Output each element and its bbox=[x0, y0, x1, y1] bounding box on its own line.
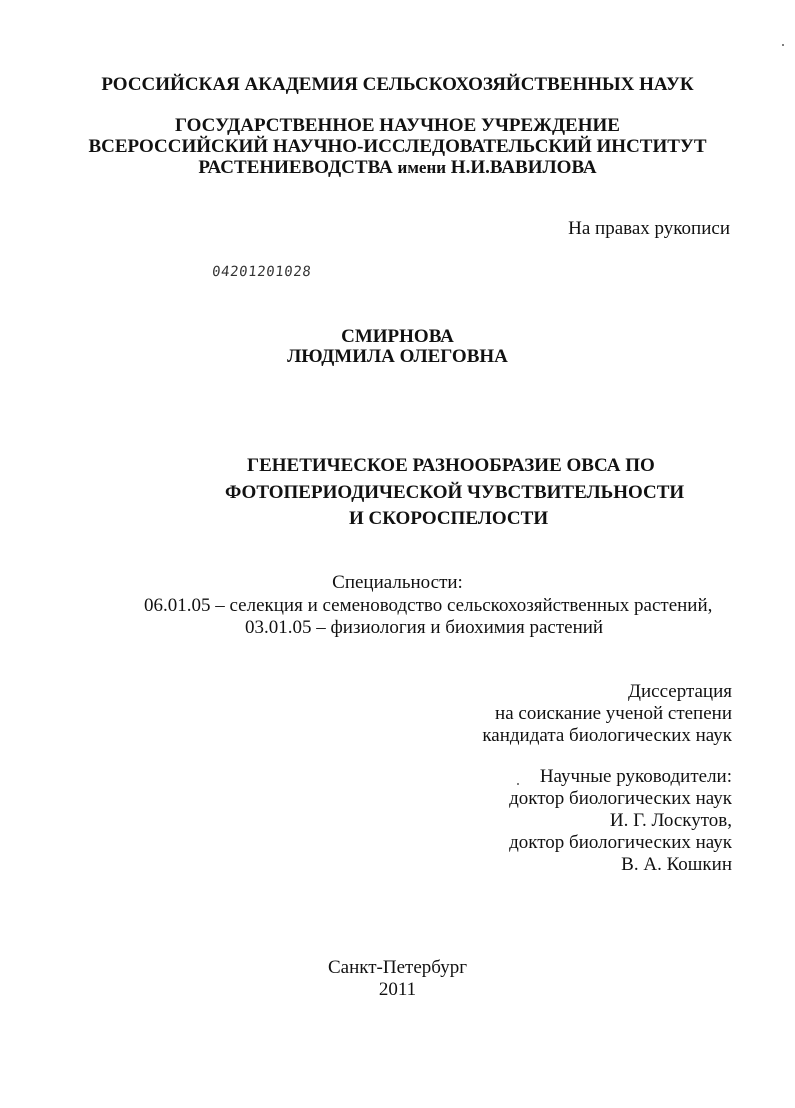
supervisor-degree: доктор биологических наук bbox=[509, 788, 732, 809]
manuscript-note: На правах рукописи bbox=[568, 218, 730, 239]
author-surname: СМИРНОВА bbox=[341, 326, 454, 347]
dissertation-line: на соискание ученой степени bbox=[495, 703, 732, 724]
supervisor-name: В. А. Кошкин bbox=[621, 854, 732, 875]
supervisor-degree: доктор биологических наук bbox=[509, 832, 732, 853]
city: Санкт-Петербург bbox=[327, 957, 467, 978]
thesis-title-line-3: И СКОРОСПЕЛОСТИ bbox=[349, 508, 549, 529]
academy-name: РОССИЙСКАЯ АКАДЕМИЯ СЕЛЬСКОХОЗЯЙСТВЕННЫХ НАУК bbox=[101, 74, 694, 95]
year: 2011 bbox=[378, 979, 417, 1000]
scan-speck bbox=[782, 44, 784, 46]
institution-line-2: ВСЕРОССИЙСКИЙ НАУЧНО-ИССЛЕДОВАТЕЛЬСКИЙ ИНСТИТУТ bbox=[88, 136, 707, 157]
supervisors-heading: Научные руководители: bbox=[539, 766, 732, 787]
catalog-number: 04201201028 bbox=[211, 264, 313, 280]
dissertation-line: Диссертация bbox=[628, 681, 732, 702]
institution-line-1: ГОСУДАРСТВЕННОЕ НАУЧНОЕ УЧРЕЖДЕНИЕ bbox=[175, 115, 620, 136]
institution-line-3-suffix: Н.И.ВАВИЛОВА bbox=[446, 157, 597, 178]
thesis-title-line-2: ФОТОПЕРИОДИЧЕСКОЙ ЧУВСТВИТЕЛЬНОСТИ bbox=[225, 482, 685, 503]
dissertation-block bbox=[482, 681, 732, 747]
institution-line-3-prefix: РАСТЕНИЕВОДСТВА bbox=[198, 157, 398, 178]
specialties-heading: Специальности: bbox=[332, 572, 463, 593]
specialty-item: 03.01.05 – физиология и биохимия растений bbox=[245, 617, 604, 638]
dissertation-line: кандидата биологических наук bbox=[482, 725, 732, 746]
specialty-item: 06.01.05 – селекция и семеноводство сельскохозяйственных растений, bbox=[144, 595, 713, 616]
author-name: ЛЮДМИЛА ОЛЕГОВНА bbox=[287, 346, 508, 367]
thesis-title-line-1: ГЕНЕТИЧЕСКОЕ РАЗНООБРАЗИЕ ОВСА ПО bbox=[247, 455, 655, 476]
institution-line-3 bbox=[0, 157, 795, 179]
supervisor-name: И. Г. Лоскутов, bbox=[609, 810, 732, 831]
supervisors-block bbox=[509, 766, 732, 876]
institution-line-3-imeni: имени bbox=[397, 158, 447, 177]
